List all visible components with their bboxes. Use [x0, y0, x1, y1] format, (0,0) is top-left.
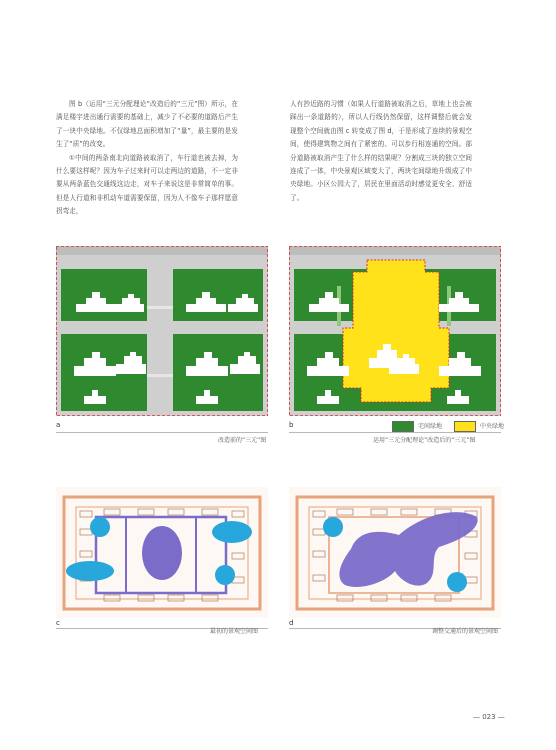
figure-a-letter: a [56, 421, 61, 429]
paragraph: ①中间的两条南北向道路被取消了，车行道也被去掉，为什么要这样呢？因为车子过来时可以走两边的道路，不一定非要从两条蓝色交通线这边走，对车子来说这是非常简单的事。但是人行道和非机动车道需要保留，因为人不像车子那样愿意拐弯走， [56, 153, 238, 216]
figure-c-caption: 最初的景观空间图 [210, 628, 259, 635]
divider [56, 432, 268, 433]
paragraph: 人有抄近路的习惯（如果人行道路被取消之后，草地上也会被踩出一条道路的），所以人行线仍然保留，这样调整后就会发现整个空间就由图 c 转变成了图 d，于是形成了连续的景观空间，使得建筑物之间有了紧密的、可以步行相连通的空间。部分道路被取消产生了什么样的结果呢？分割成三块的独立空间连成了一体，中央景观区域变大了，两块宅间绿地升级成了中央绿地。小区公园大了，居民在里面活动时感觉更安全、舒适了。 [290, 100, 472, 202]
figure-d-drawing [289, 487, 501, 618]
figure-b-plan [289, 246, 501, 416]
text-column-right [290, 98, 472, 205]
figure-c-plan [56, 487, 268, 618]
figure-d-letter: d [289, 619, 294, 627]
legend-label: 中央绿地 [480, 423, 505, 430]
legend-swatch-green [392, 421, 414, 432]
divider [289, 432, 501, 433]
figure-b-caption: 运用“三元分配理论”改造后的“三元”图 [373, 437, 476, 444]
figure-b-letter: b [289, 421, 294, 429]
figure-a-plan [56, 246, 268, 416]
figure-a-drawing [56, 246, 268, 416]
legend-label: 宅间绿地 [418, 423, 443, 430]
figure-a-caption: 改造前的“三元”图 [218, 437, 267, 444]
figure-d-plan [289, 487, 501, 618]
page-number: — 023 — [473, 713, 505, 721]
legend-swatch-yellow [454, 421, 476, 432]
figure-d-caption: 调整交通后的景观空间图 [432, 628, 499, 635]
figure-c-drawing [56, 487, 268, 618]
text-column-left [56, 98, 238, 219]
paragraph: 图 b（运用“三元分配理论”改造后的“三元”图）所示，在满足楼宇进出通行需要的基础上，减少了不必要的道路后产生了一块中央绿地。不仅绿地总面积增加了“量”，最主要的是发生了“质”的改变。 [56, 100, 238, 149]
figure-c-letter: c [56, 619, 60, 627]
figure-b-drawing [289, 246, 501, 416]
